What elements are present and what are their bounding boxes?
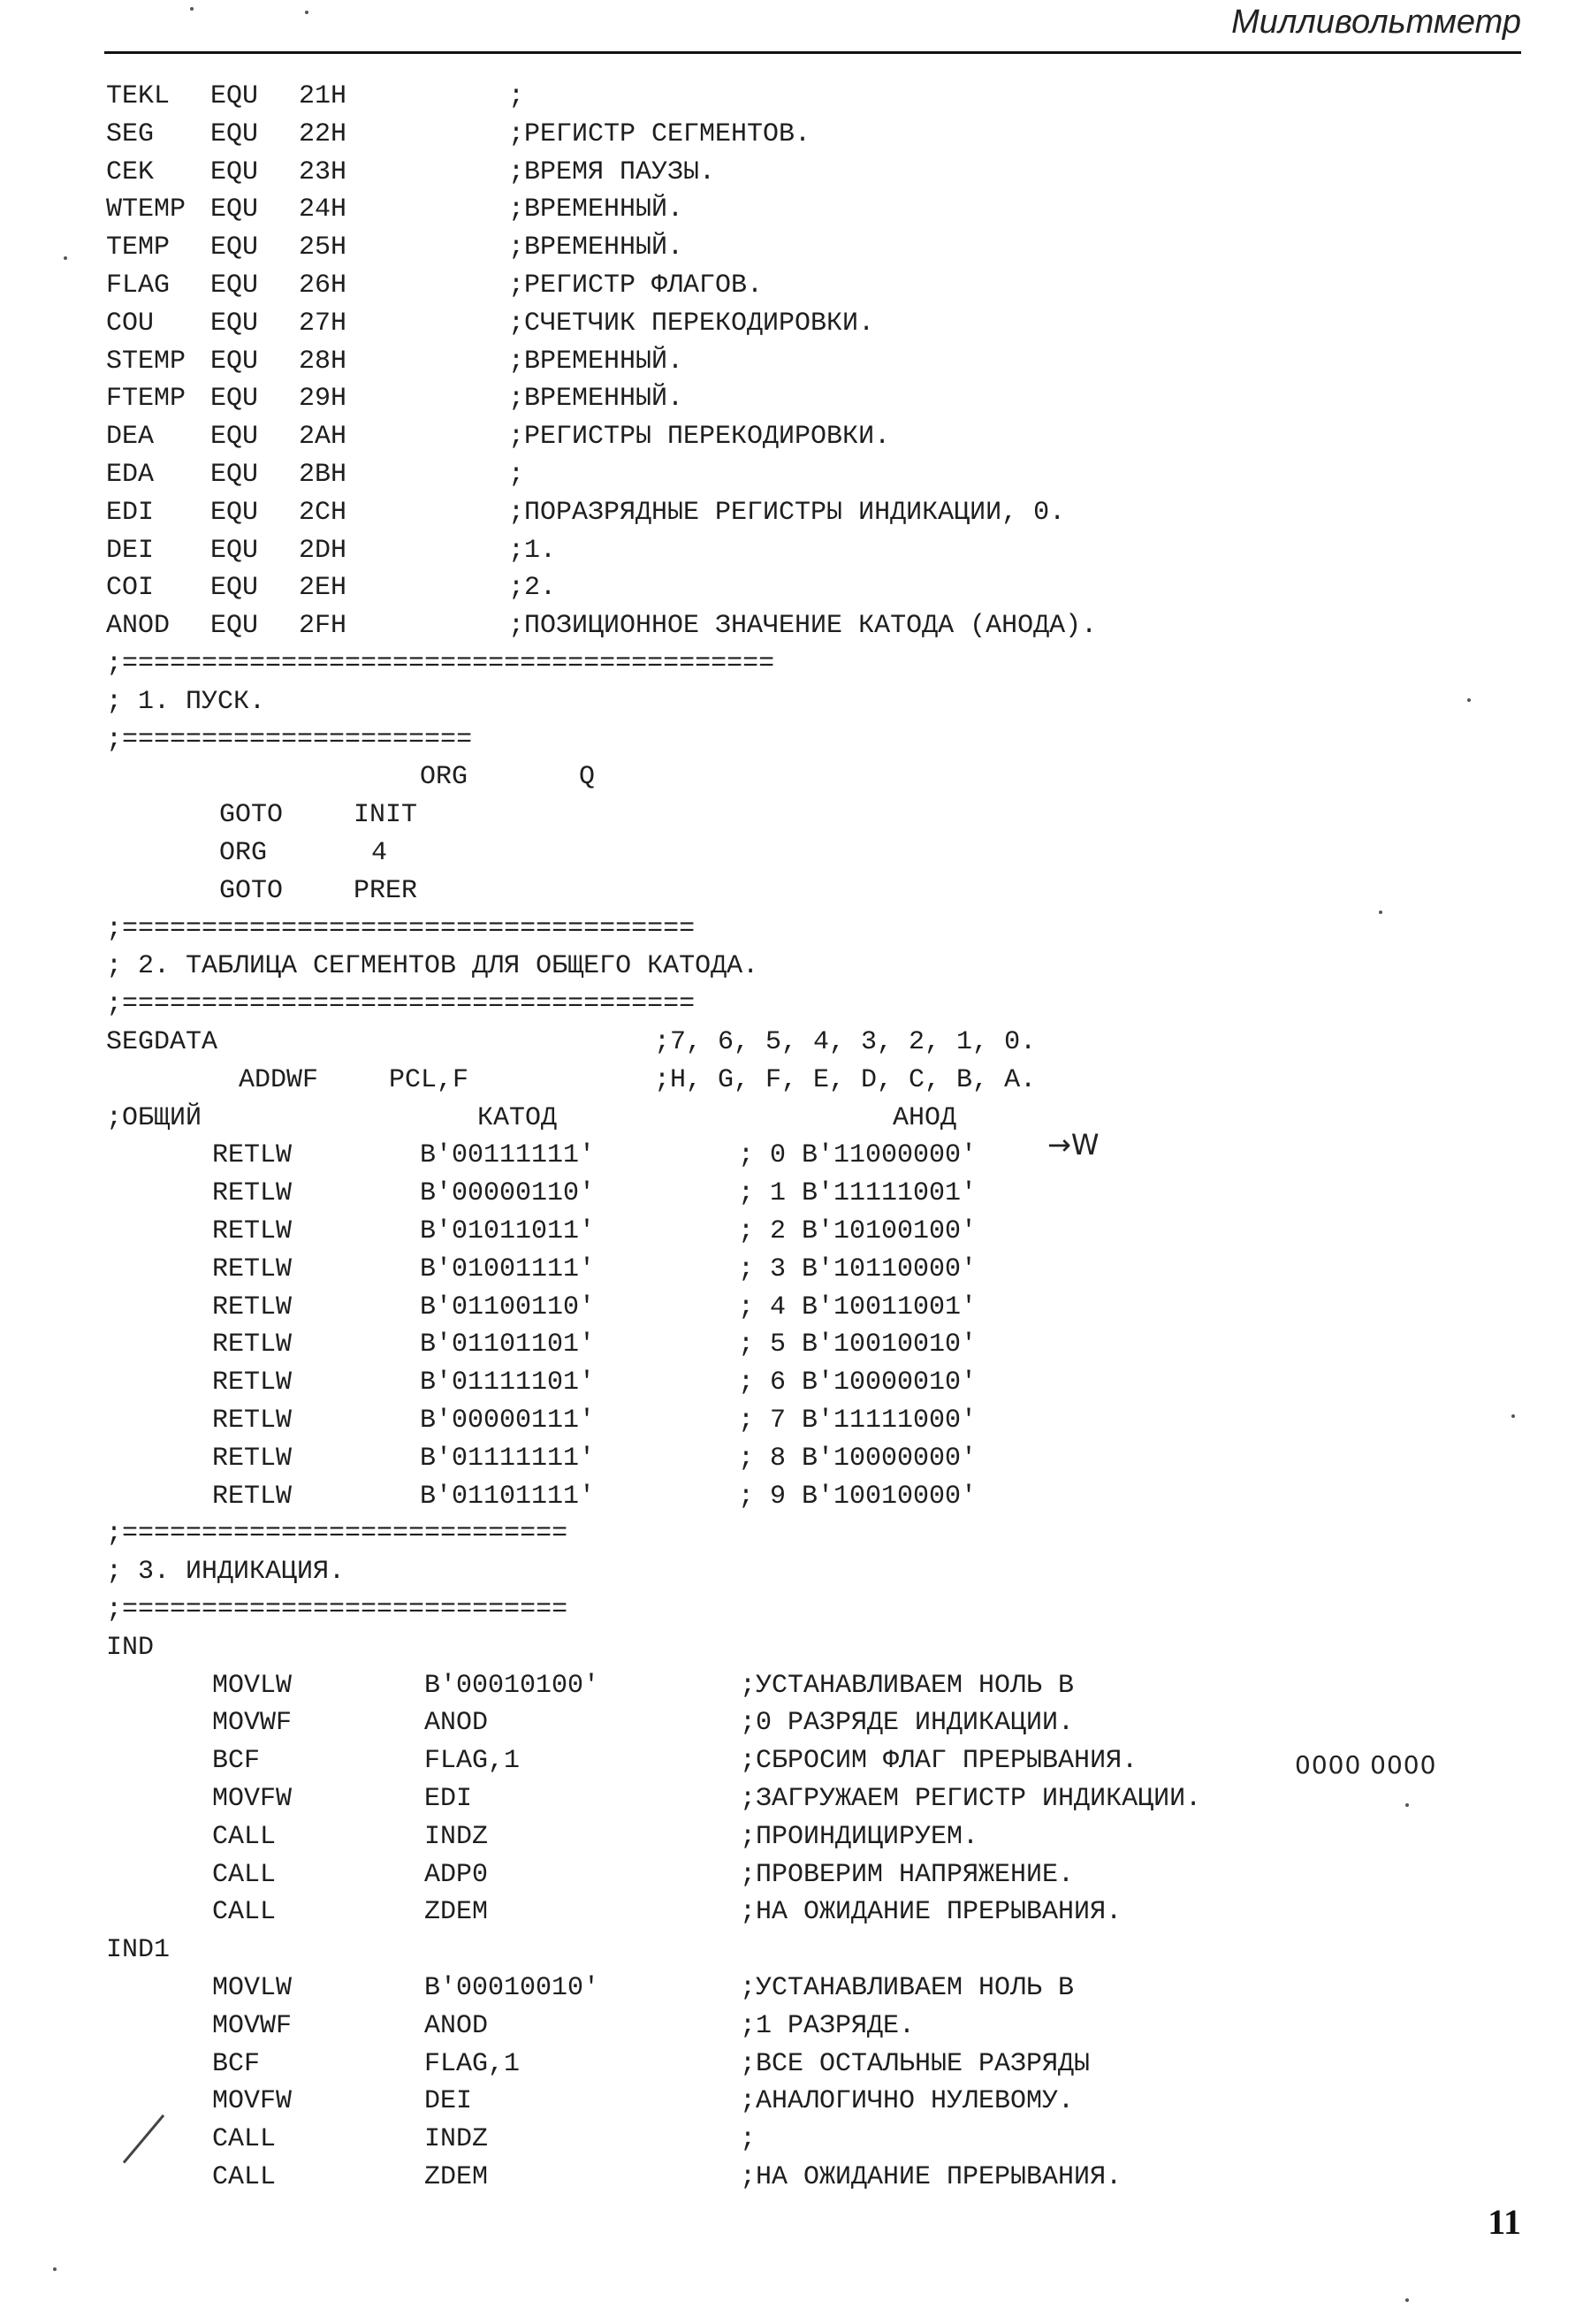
scan-speck bbox=[1511, 1414, 1515, 1418]
code-token: ;H, G, F, E, D, C, B, A. bbox=[654, 1064, 1037, 1095]
code-token: ; bbox=[508, 460, 525, 490]
code-token: FLAG,1 bbox=[424, 1746, 521, 1777]
code-token: DEA bbox=[106, 422, 155, 453]
code-token: CALL bbox=[212, 1821, 277, 1852]
code-token: ;НА ОЖИДАНИЕ ПРЕРЫВАНИЯ. bbox=[740, 1897, 1123, 1928]
scan-speck bbox=[1467, 698, 1471, 702]
code-token: EQU bbox=[210, 156, 259, 187]
scan-speck bbox=[1379, 911, 1382, 914]
scan-speck bbox=[1405, 1803, 1409, 1807]
code-token: B'00000111' bbox=[420, 1406, 596, 1436]
code-token: IND bbox=[106, 1632, 155, 1663]
code-token: ; 1 B'11111001' bbox=[738, 1178, 978, 1209]
code-token: EQU bbox=[210, 384, 259, 415]
code-token: ;СЧЕТЧИК ПЕРЕКОДИРОВКИ. bbox=[508, 308, 875, 339]
code-token: ADP0 bbox=[424, 1859, 489, 1890]
code-token: FLAG bbox=[106, 270, 171, 301]
code-token: ;ВРЕМЕННЫЙ. bbox=[508, 194, 684, 225]
code-token: ;7, 6, 5, 4, 3, 2, 1, 0. bbox=[654, 1027, 1037, 1057]
scan-speck bbox=[305, 11, 308, 14]
code-token: ; 9 B'10010000' bbox=[738, 1481, 978, 1512]
code-token: ;НА ОЖИДАНИЕ ПРЕРЫВАНИЯ. bbox=[740, 2162, 1123, 2192]
code-token: ;========================================= bbox=[106, 649, 775, 679]
code-token: ; 2 B'10100100' bbox=[738, 1216, 978, 1246]
code-token: MOVLW bbox=[212, 1670, 293, 1701]
code-token: 27H bbox=[299, 308, 347, 339]
code-token: WTEMP bbox=[106, 194, 186, 225]
code-token: ; 3. ИНДИКАЦИЯ. bbox=[106, 1557, 346, 1588]
code-token: ;ПОЗИЦИОННОЕ ЗНАЧЕНИЕ КАТОДА (АНОДА). bbox=[508, 611, 1098, 642]
code-token: ;ВРЕМЕННЫЙ. bbox=[508, 384, 684, 415]
code-token: ;ПРОИНДИЦИРУЕМ. bbox=[740, 1821, 979, 1852]
code-token: RETLW bbox=[212, 1481, 293, 1512]
code-token: MOVLW bbox=[212, 1973, 293, 2003]
code-token: 28H bbox=[299, 346, 347, 377]
code-token: ;АНАЛОГИЧНО НУЛЕВОМУ. bbox=[740, 2086, 1075, 2117]
code-token: ; 8 B'10000000' bbox=[738, 1443, 978, 1474]
code-token: ; bbox=[740, 2124, 757, 2155]
code-token: ; 3 B'10110000' bbox=[738, 1253, 978, 1284]
handwritten-digits-note: 0000 0000 bbox=[1295, 1750, 1437, 1779]
code-token: 2FH bbox=[299, 611, 347, 642]
code-token: SEG bbox=[106, 118, 155, 149]
scan-speck bbox=[53, 2267, 57, 2271]
code-token: TEKL bbox=[106, 81, 171, 111]
code-token: B'00111111' bbox=[420, 1140, 596, 1171]
code-token: B'01100110' bbox=[420, 1292, 596, 1322]
code-token: ;ЗАГРУЖАЕМ РЕГИСТР ИНДИКАЦИИ. bbox=[740, 1784, 1202, 1814]
code-token: RETLW bbox=[212, 1406, 293, 1436]
code-token: EDA bbox=[106, 460, 155, 490]
code-token: 2CH bbox=[299, 497, 347, 528]
code-token: B'01111101' bbox=[420, 1368, 596, 1398]
code-token: B'01001111' bbox=[420, 1253, 596, 1284]
code-token: RETLW bbox=[212, 1330, 293, 1360]
code-token: 2EH bbox=[299, 573, 347, 604]
code-token: CEK bbox=[106, 156, 155, 187]
code-token: 2DH bbox=[299, 535, 347, 566]
scan-speck bbox=[64, 256, 67, 260]
code-token: INDZ bbox=[424, 1821, 489, 1852]
code-token: MOVFW bbox=[212, 1784, 293, 1814]
code-token: ; 1. ПУСК. bbox=[106, 686, 266, 717]
code-token: B'00010100' bbox=[424, 1670, 600, 1701]
code-token: ;ОБЩИЙ bbox=[106, 1102, 202, 1133]
code-token: ADDWF bbox=[239, 1064, 319, 1095]
code-token: ;====================== bbox=[106, 724, 473, 755]
code-token: FLAG,1 bbox=[424, 2048, 521, 2079]
code-token: DEI bbox=[106, 535, 155, 566]
code-token: ;==================================== bbox=[106, 989, 696, 1020]
code-token: 21H bbox=[299, 81, 347, 111]
code-token: INIT bbox=[354, 800, 418, 831]
code-token: ;1 РАЗРЯДЕ. bbox=[740, 2010, 916, 2041]
scan-speck bbox=[190, 7, 194, 11]
code-token: EQU bbox=[210, 573, 259, 604]
code-token: COU bbox=[106, 308, 155, 339]
handwritten-slash-mark bbox=[123, 2114, 164, 2164]
code-token: ;2. bbox=[508, 573, 557, 604]
code-token: АНОД bbox=[893, 1102, 957, 1133]
code-token: ;ПОРАЗРЯДНЫЕ РЕГИСТРЫ ИНДИКАЦИИ, 0. bbox=[508, 497, 1066, 528]
code-token: ;ВРЕМЯ ПАУЗЫ. bbox=[508, 156, 716, 187]
code-token: STEMP bbox=[106, 346, 186, 377]
code-token: ; 7 B'11111000' bbox=[738, 1406, 978, 1436]
code-token: ;============================ bbox=[106, 1595, 568, 1625]
code-token: ANOD bbox=[106, 611, 171, 642]
code-token: ; 2. ТАБЛИЦА СЕГМЕНТОВ ДЛЯ ОБЩЕГО КАТОДА. bbox=[106, 951, 759, 982]
code-token: 24H bbox=[299, 194, 347, 225]
code-token: КАТОД bbox=[477, 1102, 558, 1133]
code-token: B'01111111' bbox=[420, 1443, 596, 1474]
code-token: ; 0 B'11000000' bbox=[738, 1140, 978, 1171]
code-token: ;ВРЕМЕННЫЙ. bbox=[508, 232, 684, 263]
code-token: EQU bbox=[210, 118, 259, 149]
code-token: EQU bbox=[210, 270, 259, 301]
code-token: ORG bbox=[420, 762, 468, 793]
code-token: EQU bbox=[210, 232, 259, 263]
code-token: ;==================================== bbox=[106, 913, 696, 944]
code-token: ;РЕГИСТР СЕГМЕНТОВ. bbox=[508, 118, 811, 149]
code-token: ;РЕГИСТРЫ ПЕРЕКОДИРОВКИ. bbox=[508, 422, 891, 453]
code-token: ;ВРЕМЕННЫЙ. bbox=[508, 346, 684, 377]
code-token: 2BH bbox=[299, 460, 347, 490]
code-token: RETLW bbox=[212, 1368, 293, 1398]
code-token: EQU bbox=[210, 422, 259, 453]
code-token: ANOD bbox=[424, 2010, 489, 2041]
header-rule bbox=[104, 51, 1521, 54]
code-token: MOVFW bbox=[212, 2086, 293, 2117]
code-token: EQU bbox=[210, 497, 259, 528]
code-token: ORG bbox=[219, 838, 268, 868]
code-token: 2AH bbox=[299, 422, 347, 453]
code-token: 23H bbox=[299, 156, 347, 187]
running-header: Милливольтметр bbox=[1231, 4, 1521, 41]
code-token: ; 6 B'10000010' bbox=[738, 1368, 978, 1398]
code-token: MOVWF bbox=[212, 1708, 293, 1739]
code-token: ; 5 B'10010010' bbox=[738, 1330, 978, 1360]
code-token: RETLW bbox=[212, 1140, 293, 1171]
code-token: ; bbox=[508, 81, 525, 111]
code-token: EDI bbox=[106, 497, 155, 528]
code-token: ;============================ bbox=[106, 1519, 568, 1550]
code-token: 22H bbox=[299, 118, 347, 149]
code-token: COI bbox=[106, 573, 155, 604]
code-token: CALL bbox=[212, 2124, 277, 2155]
code-token: ;ПРОВЕРИМ НАПРЯЖЕНИЕ. bbox=[740, 1859, 1075, 1890]
code-token: IND1 bbox=[106, 1935, 171, 1966]
code-token: ;СБРОСИМ ФЛАГ ПРЕРЫВАНИЯ. bbox=[740, 1746, 1138, 1777]
code-token: INDZ bbox=[424, 2124, 489, 2155]
code-token: DEI bbox=[424, 2086, 473, 2117]
code-token: BCF bbox=[212, 1746, 261, 1777]
code-token: ;УСТАНАВЛИВАЕМ НОЛЬ В bbox=[740, 1670, 1075, 1701]
code-token: EQU bbox=[210, 460, 259, 490]
code-token: B'00000110' bbox=[420, 1178, 596, 1209]
code-token: CALL bbox=[212, 1897, 277, 1928]
code-token: B'01101111' bbox=[420, 1481, 596, 1512]
code-token: MOVWF bbox=[212, 2010, 293, 2041]
code-token: RETLW bbox=[212, 1443, 293, 1474]
handwritten-arrow-note: →W bbox=[1047, 1128, 1100, 1162]
page-number: 11 bbox=[1488, 2202, 1521, 2242]
code-token: EQU bbox=[210, 81, 259, 111]
code-token: CALL bbox=[212, 1859, 277, 1890]
code-token: ; 4 B'10011001' bbox=[738, 1292, 978, 1322]
code-token: ANOD bbox=[424, 1708, 489, 1739]
code-token: 25H bbox=[299, 232, 347, 263]
code-token: 4 bbox=[371, 838, 388, 868]
code-token: B'00010010' bbox=[424, 1973, 600, 2003]
code-token: BCF bbox=[212, 2048, 261, 2079]
code-token: RETLW bbox=[212, 1253, 293, 1284]
code-token: ;0 РАЗРЯДЕ ИНДИКАЦИИ. bbox=[740, 1708, 1075, 1739]
code-token: SEGDATA bbox=[106, 1027, 218, 1057]
code-token: RETLW bbox=[212, 1292, 293, 1322]
code-token: CALL bbox=[212, 2162, 277, 2192]
code-token: ZDEM bbox=[424, 1897, 489, 1928]
code-token: ;РЕГИСТР ФЛАГОВ. bbox=[508, 270, 764, 301]
code-token: B'01011011' bbox=[420, 1216, 596, 1246]
code-token: Q bbox=[579, 762, 596, 793]
code-token: GOTO bbox=[219, 875, 284, 906]
code-token: ;УСТАНАВЛИВАЕМ НОЛЬ В bbox=[740, 1973, 1075, 2003]
code-token: EQU bbox=[210, 611, 259, 642]
code-token: EQU bbox=[210, 535, 259, 566]
code-token: EDI bbox=[424, 1784, 473, 1814]
code-token: ;1. bbox=[508, 535, 557, 566]
code-token: EQU bbox=[210, 346, 259, 377]
scan-speck bbox=[1405, 2298, 1409, 2302]
code-token: FTEMP bbox=[106, 384, 186, 415]
code-token: ZDEM bbox=[424, 2162, 489, 2192]
code-token: ;ВСЕ ОСТАЛЬНЫЕ РАЗРЯДЫ bbox=[740, 2048, 1091, 2079]
code-token: GOTO bbox=[219, 800, 284, 831]
code-token: PCL,F bbox=[389, 1064, 469, 1095]
code-token: EQU bbox=[210, 308, 259, 339]
code-token: RETLW bbox=[212, 1216, 293, 1246]
code-token: 26H bbox=[299, 270, 347, 301]
code-token: EQU bbox=[210, 194, 259, 225]
code-token: RETLW bbox=[212, 1178, 293, 1209]
code-token: B'01101101' bbox=[420, 1330, 596, 1360]
code-token: 29H bbox=[299, 384, 347, 415]
code-token: PRER bbox=[354, 875, 418, 906]
code-token: TEMP bbox=[106, 232, 171, 263]
